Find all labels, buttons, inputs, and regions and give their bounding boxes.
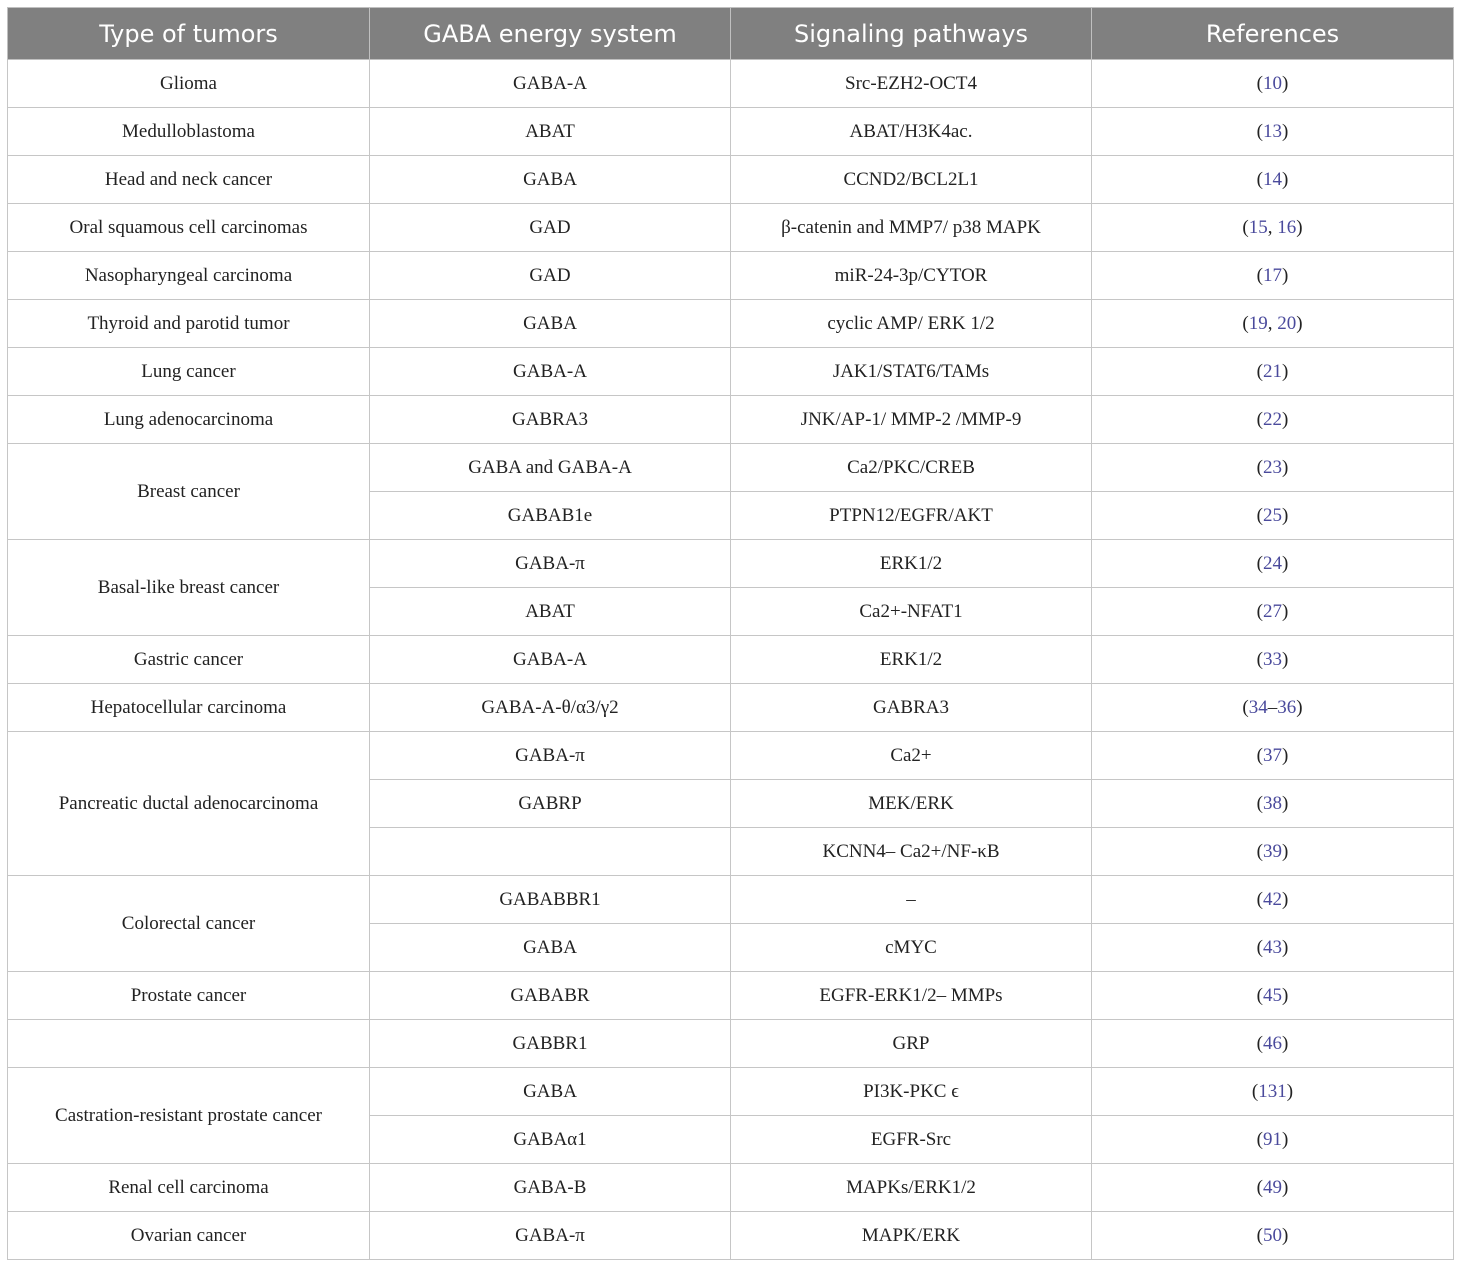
table-body (8, 60, 1454, 1260)
table-row (8, 444, 1454, 492)
cell-signaling-pathway: ERK1/2 (731, 540, 1092, 588)
table-row (8, 1212, 1454, 1260)
reference-link[interactable]: 131 (1258, 1080, 1287, 1102)
cell-references: (19, 20) (1092, 300, 1454, 348)
table-row (8, 972, 1454, 1020)
cell-tumor-type (8, 1020, 370, 1068)
cell-gaba-system: GAD (370, 252, 731, 300)
reference-link[interactable]: 13 (1263, 120, 1282, 142)
cell-gaba-system: GABA (370, 924, 731, 972)
cell-signaling-pathway: Ca2/PKC/CREB (731, 444, 1092, 492)
table-row (8, 348, 1454, 396)
reference-link[interactable]: 42 (1263, 888, 1282, 910)
reference-link[interactable]: 37 (1263, 744, 1282, 766)
table-header (8, 8, 1454, 60)
cell-gaba-system: GABAB1e (370, 492, 731, 540)
table-row (8, 156, 1454, 204)
cell-gaba-system: GABA-A-θ/α3/γ2 (370, 684, 731, 732)
cell-tumor-type: Ovarian cancer (8, 1212, 370, 1260)
cell-references: (43) (1092, 924, 1454, 972)
cell-references: (46) (1092, 1020, 1454, 1068)
cell-gaba-system: GABA-π (370, 1212, 731, 1260)
cell-signaling-pathway: EGFR-ERK1/2– MMPs (731, 972, 1092, 1020)
cell-tumor-type: Basal-like breast cancer (8, 540, 370, 636)
reference-link[interactable]: 16 (1277, 216, 1297, 238)
reference-link[interactable]: 22 (1263, 408, 1282, 430)
table-row (8, 876, 1454, 924)
cell-references: (14) (1092, 156, 1454, 204)
header-signaling-pathways: Signaling pathways (731, 8, 1092, 60)
cell-signaling-pathway: MAPK/ERK (731, 1212, 1092, 1260)
reference-link[interactable]: 34 (1248, 696, 1268, 718)
cell-signaling-pathway: PI3K-PKC ϵ (731, 1068, 1092, 1116)
reference-link[interactable]: 45 (1263, 984, 1282, 1006)
cell-signaling-pathway: EGFR-Src (731, 1116, 1092, 1164)
cell-tumor-type: Head and neck cancer (8, 156, 370, 204)
header-type-of-tumors: Type of tumors (8, 8, 370, 60)
reference-link[interactable]: 25 (1263, 504, 1282, 526)
table-row (8, 1164, 1454, 1212)
table-row (8, 252, 1454, 300)
reference-link[interactable]: 21 (1263, 360, 1282, 382)
cell-gaba-system (370, 828, 731, 876)
cell-references: (17) (1092, 252, 1454, 300)
cell-tumor-type: Nasopharyngeal carcinoma (8, 252, 370, 300)
cell-references: (27) (1092, 588, 1454, 636)
cell-signaling-pathway: MEK/ERK (731, 780, 1092, 828)
reference-link[interactable]: 36 (1277, 696, 1297, 718)
cell-gaba-system: GABA (370, 300, 731, 348)
cell-references: (34–36) (1092, 684, 1454, 732)
header-row (8, 8, 1454, 60)
cell-signaling-pathway: MAPKs/ERK1/2 (731, 1164, 1092, 1212)
cell-gaba-system: GABAα1 (370, 1116, 731, 1164)
reference-link[interactable]: 39 (1263, 840, 1282, 862)
cell-signaling-pathway: cMYC (731, 924, 1092, 972)
cell-references: (42) (1092, 876, 1454, 924)
reference-link[interactable]: 23 (1263, 456, 1282, 478)
cell-tumor-type: Medulloblastoma (8, 108, 370, 156)
cell-tumor-type: Lung cancer (8, 348, 370, 396)
cell-signaling-pathway: Ca2+-NFAT1 (731, 588, 1092, 636)
cell-signaling-pathway: JAK1/STAT6/TAMs (731, 348, 1092, 396)
table-row (8, 108, 1454, 156)
cell-references: (131) (1092, 1068, 1454, 1116)
cell-signaling-pathway: Ca2+ (731, 732, 1092, 780)
cell-references: (33) (1092, 636, 1454, 684)
reference-link[interactable]: 19 (1248, 312, 1268, 334)
cell-references: (22) (1092, 396, 1454, 444)
reference-link[interactable]: 17 (1263, 264, 1282, 286)
cell-tumor-type: Hepatocellular carcinoma (8, 684, 370, 732)
cell-gaba-system: GABA-π (370, 732, 731, 780)
cell-signaling-pathway: JNK/AP-1/ MMP-2 /MMP-9 (731, 396, 1092, 444)
cell-tumor-type: Thyroid and parotid tumor (8, 300, 370, 348)
cell-signaling-pathway: β-catenin and MMP7/ p38 MAPK (731, 204, 1092, 252)
table-row (8, 1020, 1454, 1068)
reference-link[interactable]: 10 (1263, 72, 1282, 94)
cell-tumor-type: Colorectal cancer (8, 876, 370, 972)
table-row (8, 636, 1454, 684)
header-references: References (1092, 8, 1454, 60)
cell-tumor-type: Gastric cancer (8, 636, 370, 684)
cell-gaba-system: GABRA3 (370, 396, 731, 444)
table-row (8, 60, 1454, 108)
cell-references: (39) (1092, 828, 1454, 876)
cell-gaba-system: GABA and GABA-A (370, 444, 731, 492)
reference-link[interactable]: 49 (1263, 1176, 1282, 1198)
cell-tumor-type: Oral squamous cell carcinomas (8, 204, 370, 252)
cell-tumor-type: Prostate cancer (8, 972, 370, 1020)
cell-signaling-pathway: CCND2/BCL2L1 (731, 156, 1092, 204)
reference-link[interactable]: 15 (1248, 216, 1268, 238)
cell-references: (23) (1092, 444, 1454, 492)
cell-tumor-type: Pancreatic ductal adenocarcinoma (8, 732, 370, 876)
reference-link[interactable]: 50 (1263, 1224, 1282, 1246)
cell-gaba-system: GABA-B (370, 1164, 731, 1212)
reference-link[interactable]: 20 (1277, 312, 1297, 334)
cell-references: (50) (1092, 1212, 1454, 1260)
reference-link[interactable]: 91 (1263, 1128, 1282, 1150)
reference-link[interactable]: 27 (1263, 600, 1282, 622)
cell-references: (49) (1092, 1164, 1454, 1212)
header-gaba-energy-system: GABA energy system (370, 8, 731, 60)
reference-link[interactable]: 24 (1263, 552, 1282, 574)
tumor-gaba-table (7, 7, 1454, 1260)
cell-references: (37) (1092, 732, 1454, 780)
cell-tumor-type: Castration-resistant prostate cancer (8, 1068, 370, 1164)
table-row (8, 204, 1454, 252)
cell-signaling-pathway: miR-24-3p/CYTOR (731, 252, 1092, 300)
cell-gaba-system: GABA-π (370, 540, 731, 588)
cell-gaba-system: GABRP (370, 780, 731, 828)
cell-references: (91) (1092, 1116, 1454, 1164)
cell-signaling-pathway: ERK1/2 (731, 636, 1092, 684)
cell-gaba-system: GABABR (370, 972, 731, 1020)
table-row (8, 732, 1454, 780)
cell-gaba-system: ABAT (370, 588, 731, 636)
cell-gaba-system: GABA-A (370, 636, 731, 684)
cell-gaba-system: GABA-A (370, 60, 731, 108)
table-row (8, 540, 1454, 588)
cell-signaling-pathway: ABAT/H3K4ac. (731, 108, 1092, 156)
cell-signaling-pathway: cyclic AMP/ ERK 1/2 (731, 300, 1092, 348)
cell-signaling-pathway: GRP (731, 1020, 1092, 1068)
cell-tumor-type: Lung adenocarcinoma (8, 396, 370, 444)
cell-gaba-system: GABBR1 (370, 1020, 731, 1068)
cell-references: (15, 16) (1092, 204, 1454, 252)
cell-gaba-system: GABA (370, 1068, 731, 1116)
cell-references: (25) (1092, 492, 1454, 540)
reference-link[interactable]: 33 (1263, 648, 1282, 670)
reference-link[interactable]: 38 (1263, 792, 1282, 814)
table-row (8, 684, 1454, 732)
reference-link[interactable]: 14 (1263, 168, 1282, 190)
table-row (8, 396, 1454, 444)
cell-references: (13) (1092, 108, 1454, 156)
cell-signaling-pathway: – (731, 876, 1092, 924)
cell-signaling-pathway: KCNN4– Ca2+/NF-κB (731, 828, 1092, 876)
cell-references: (45) (1092, 972, 1454, 1020)
cell-tumor-type: Breast cancer (8, 444, 370, 540)
reference-link[interactable]: 43 (1263, 936, 1282, 958)
cell-signaling-pathway: Src-EZH2-OCT4 (731, 60, 1092, 108)
cell-gaba-system: GAD (370, 204, 731, 252)
cell-tumor-type: Renal cell carcinoma (8, 1164, 370, 1212)
reference-separator: – (1267, 696, 1278, 718)
reference-separator: , (1267, 216, 1278, 238)
cell-gaba-system: ABAT (370, 108, 731, 156)
reference-link[interactable]: 46 (1263, 1032, 1282, 1054)
cell-references: (21) (1092, 348, 1454, 396)
reference-separator: , (1267, 312, 1278, 334)
cell-references: (38) (1092, 780, 1454, 828)
table-row (8, 300, 1454, 348)
cell-references: (24) (1092, 540, 1454, 588)
cell-signaling-pathway: GABRA3 (731, 684, 1092, 732)
cell-gaba-system: GABA (370, 156, 731, 204)
cell-tumor-type: Glioma (8, 60, 370, 108)
cell-gaba-system: GABABBR1 (370, 876, 731, 924)
cell-gaba-system: GABA-A (370, 348, 731, 396)
cell-signaling-pathway: PTPN12/EGFR/AKT (731, 492, 1092, 540)
table-row (8, 1068, 1454, 1116)
cell-references: (10) (1092, 60, 1454, 108)
